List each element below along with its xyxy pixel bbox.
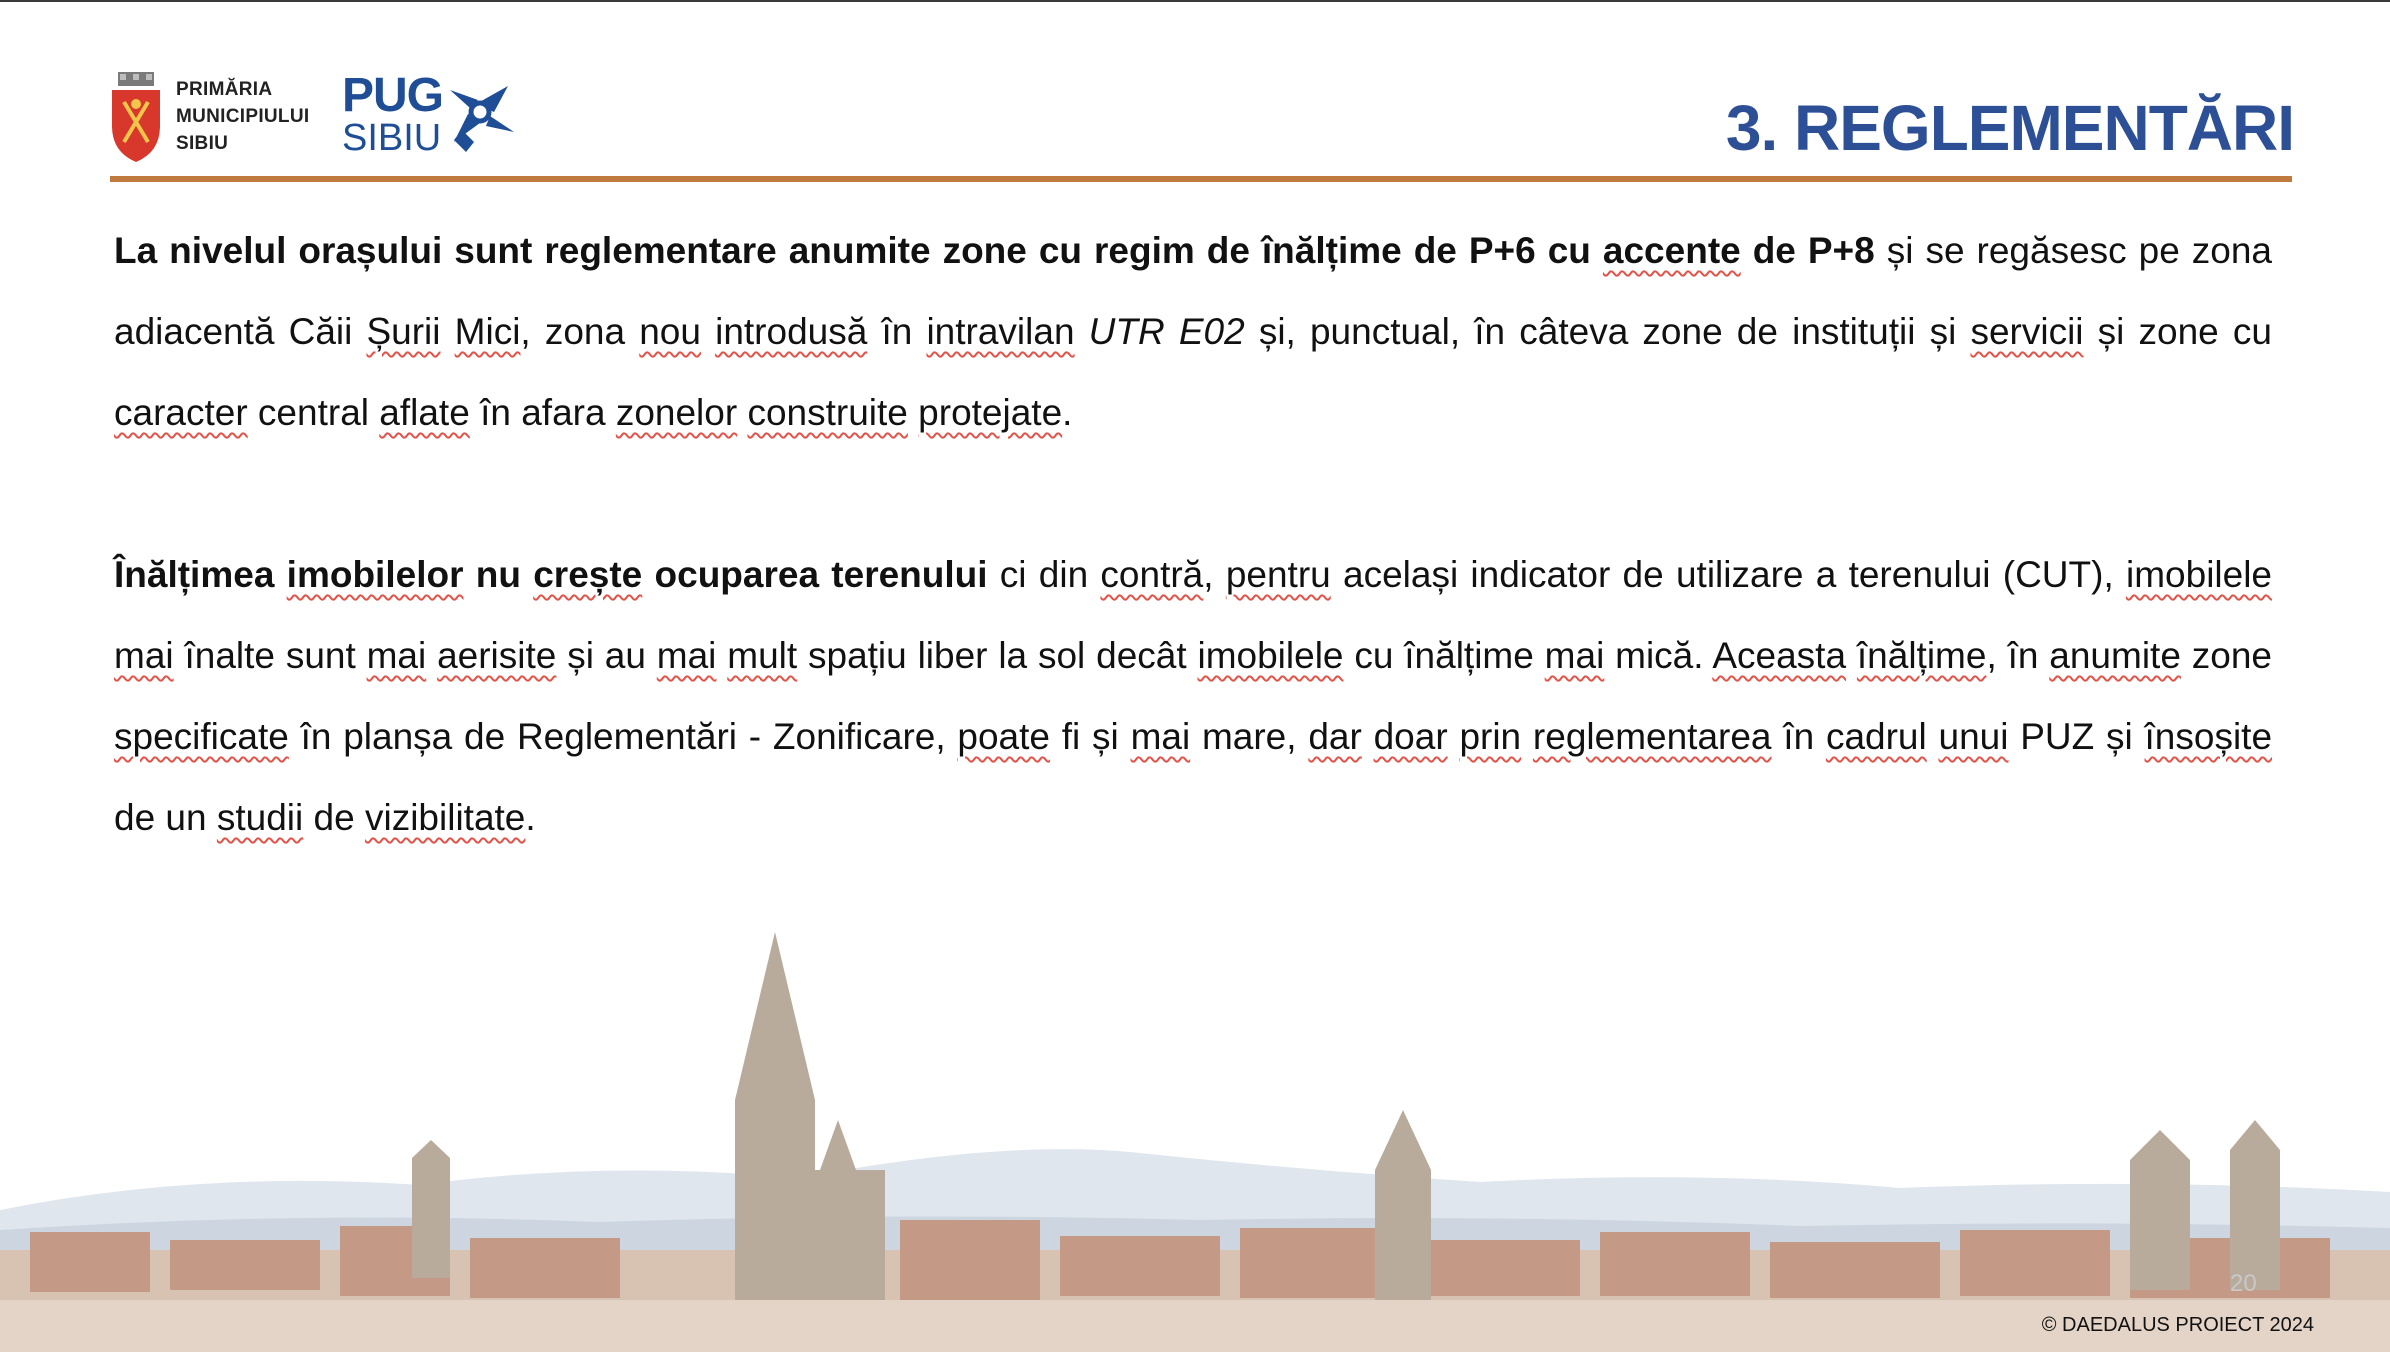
pug-logo-text: PUG xyxy=(342,69,444,122)
text-span: PUZ și xyxy=(2008,716,2145,757)
text-span xyxy=(701,311,715,352)
text-span: Înălțimea xyxy=(114,554,275,595)
text-span: , xyxy=(1203,554,1226,595)
text-span: Șurii xyxy=(366,311,441,352)
text-span: cadrul xyxy=(1825,716,1927,757)
text-span: de P+8 xyxy=(1740,230,1875,271)
copyright-notice: © DAEDALUS PROIECT 2024 xyxy=(2041,1314,2314,1336)
text-span: La nivelul orașului sunt reglementare anumite zone cu regim de înălțime de P+6 cu xyxy=(114,230,1603,271)
text-span: în planșa de Reglementări - Zonificare, xyxy=(288,716,958,757)
text-span: , în xyxy=(1986,635,2050,676)
text-span: central xyxy=(247,392,380,433)
text-span: și, punctual, în câteva zone de instituții și xyxy=(1244,311,1971,352)
text-span: ci din xyxy=(987,554,1101,595)
text-span: de un xyxy=(114,797,217,838)
text-span: fi și xyxy=(1050,716,1131,757)
text-span: însoșite xyxy=(2144,716,2273,757)
text-span: dar xyxy=(1308,716,1362,757)
text-span xyxy=(426,635,437,676)
text-span: aflate xyxy=(379,392,470,433)
text-span: contră xyxy=(1100,554,1204,595)
text-span: vizibilitate xyxy=(364,797,526,838)
text-span: în xyxy=(1771,716,1826,757)
text-span: mai xyxy=(656,635,717,676)
text-span xyxy=(1846,635,1857,676)
text-span xyxy=(737,392,747,433)
text-span: aerisite xyxy=(437,635,557,676)
text-span: zone xyxy=(2180,635,2272,676)
text-span: reglementarea xyxy=(1532,716,1772,757)
text-span: UTR E02 xyxy=(1088,311,1245,352)
text-span: imobilelor xyxy=(286,554,464,595)
crest-icon xyxy=(108,72,164,162)
text-span: poate xyxy=(957,716,1050,757)
text-span: mai xyxy=(1130,716,1191,757)
text-span: ocuparea terenului xyxy=(642,554,988,595)
text-span: pentru xyxy=(1225,554,1331,595)
slide-header xyxy=(0,0,2390,190)
city-hall-name xyxy=(176,76,309,157)
text-span xyxy=(1521,716,1533,757)
text-span: nou xyxy=(639,311,701,352)
text-span: imobilele xyxy=(2126,554,2273,595)
text-span: înălțime xyxy=(1856,635,1987,676)
text-span: studii xyxy=(216,797,304,838)
text-span: , zona xyxy=(520,311,640,352)
text-span: mare, xyxy=(1190,716,1309,757)
city-hall-line-3: SIBIU xyxy=(176,133,229,154)
text-span: nu xyxy=(463,554,534,595)
compass-logo-icon xyxy=(340,66,540,166)
text-span: același indicator de utilizare a terenului (CUT), xyxy=(1330,554,2126,595)
text-span: prin xyxy=(1459,716,1522,757)
text-span: și zone cu xyxy=(2083,311,2272,352)
text-span xyxy=(274,554,286,595)
text-span: mai xyxy=(366,635,427,676)
text-span xyxy=(1448,716,1460,757)
text-span xyxy=(716,635,727,676)
text-span xyxy=(1927,716,1939,757)
text-span: și se regăsesc pe zona adiacentă Căii xyxy=(114,230,2273,352)
text-span: protejate xyxy=(918,392,1063,433)
text-span: zonelor xyxy=(615,392,738,433)
text-span: anumite xyxy=(2049,635,2181,676)
text-span: . xyxy=(1062,392,1073,433)
text-span: mult xyxy=(727,635,798,676)
text-span: doar xyxy=(1373,716,1448,757)
text-span: mică. xyxy=(1604,635,1713,676)
text-span: Aceasta xyxy=(1712,635,1847,676)
text-span: servicii xyxy=(1970,311,2084,352)
text-span: înalte sunt xyxy=(173,635,367,676)
paragraph-2 xyxy=(114,534,2272,858)
text-span xyxy=(1075,311,1089,352)
text-span: în afara xyxy=(469,392,616,433)
pug-logo-subtext: SIBIU xyxy=(342,117,442,159)
text-span: cu înălțime xyxy=(1343,635,1545,676)
text-span: spațiu liber la sol decât xyxy=(797,635,1198,676)
text-span: imobilele xyxy=(1197,635,1344,676)
text-span: unui xyxy=(1938,716,2009,757)
title-divider xyxy=(110,176,2292,182)
text-span: crește xyxy=(533,554,643,595)
paragraph-1 xyxy=(114,210,2272,453)
text-span: mai xyxy=(114,635,174,676)
text-span: caracter xyxy=(114,392,248,433)
text-span xyxy=(908,392,918,433)
text-span: introdusă xyxy=(715,311,868,352)
text-span: specificate xyxy=(114,716,289,757)
text-span: și au xyxy=(556,635,657,676)
text-span xyxy=(441,311,455,352)
text-span: intravilan xyxy=(926,311,1075,352)
city-hall-line-2: MUNICIPIULUI xyxy=(176,106,310,127)
text-span: accente xyxy=(1602,230,1741,271)
city-hall-line-1: PRIMĂRIA xyxy=(176,79,273,100)
text-span: de xyxy=(303,797,365,838)
page-title: 3. REGLEMENTĂRI xyxy=(1725,92,2294,164)
page-number: 20 xyxy=(2230,1270,2257,1297)
text-span: . xyxy=(525,797,536,838)
text-span: în xyxy=(867,311,927,352)
text-span: mai xyxy=(1544,635,1605,676)
text-span xyxy=(1362,716,1374,757)
text-span: construite xyxy=(747,392,908,433)
city-skyline-image xyxy=(0,920,2390,1352)
text-span: Mici xyxy=(454,311,521,352)
slide-body xyxy=(114,210,2272,858)
